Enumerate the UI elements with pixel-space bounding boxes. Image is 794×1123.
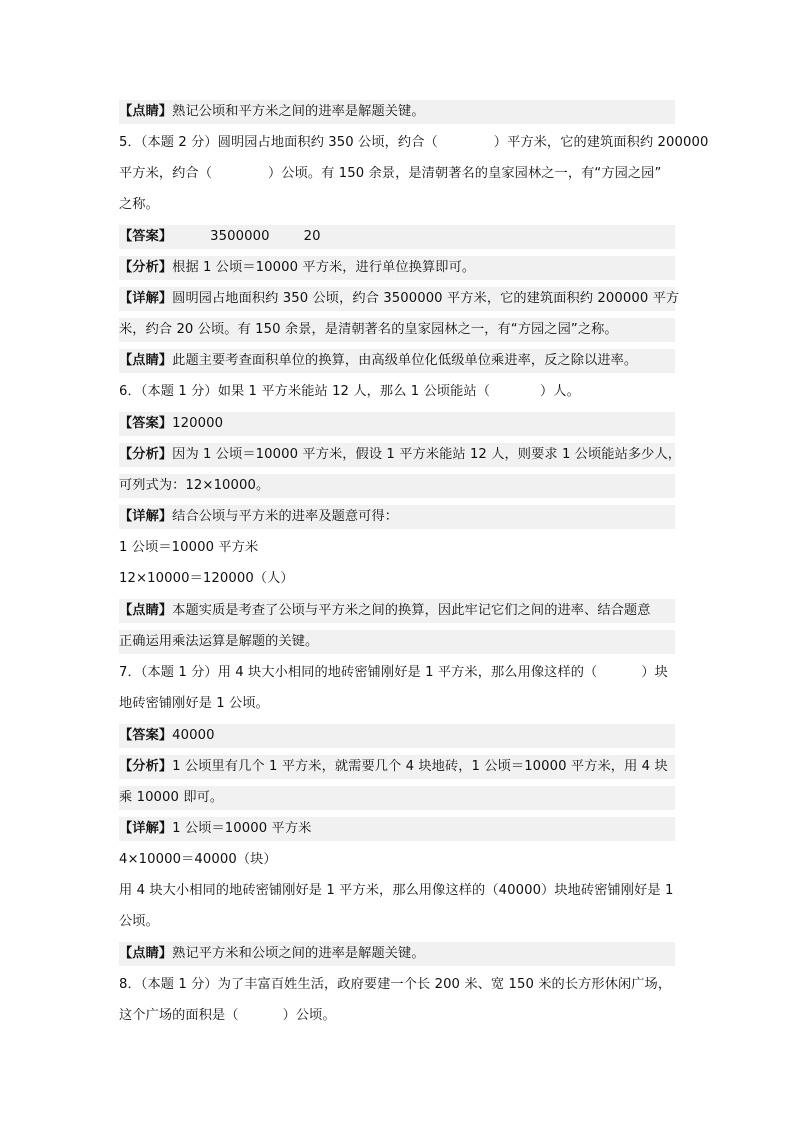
question-5-line-2: 平方米，约合（ ）公顷。有 150 余景，是清朝著名的皇家园林之一，有“方园之园” <box>119 166 662 181</box>
detail-line-5b: 米，约合 20 公顷。有 150 余景，是清朝著名的皇家园林之一，有“方园之园”之称。 <box>119 318 675 342</box>
tip-line-5: 【点睛】此题主要考查面积单位的换算，由高级单位化低级单位乘进率，反之除以进率。 <box>119 349 675 373</box>
answer-line-7: 【答案】40000 <box>119 724 675 748</box>
detail-line-6c: 12×10000＝120000（人） <box>119 571 294 586</box>
detail-line-6b: 1 公顷＝10000 平方米 <box>119 540 259 555</box>
question-7-line-1: 7．（本题 1 分）用 4 块大小相同的地砖密铺刚好是 1 平方米，那么用像这样的（ ）块 <box>119 665 668 680</box>
detail-line-7b: 4×10000＝40000（块） <box>119 852 277 867</box>
tip-line-6b: 正确运用乘法运算是解题的关键。 <box>119 630 675 654</box>
question-8-line-1: 8．（本题 1 分）为了丰富百姓生活，政府要建一个长 200 米、宽 150 米的长方形休闲广场， <box>119 977 672 992</box>
detail-line-6a: 【详解】结合公顷与平方米的进率及题意可得： <box>119 505 675 529</box>
question-8-line-2: 这个广场的面积是（ ）公顷。 <box>119 1008 336 1023</box>
analysis-line-7a: 【分析】1 公顷里有几个 1 平方米，就需要几个 4 块地砖，1 公顷＝10000 平方米，用 4 块 <box>119 755 675 779</box>
question-5-line-1: 5．（本题 2 分）圆明园占地面积约 350 公顷，约合（ ）平方米，它的建筑面积约 200000 <box>119 135 709 150</box>
analysis-line-7b: 乘 10000 即可。 <box>119 786 675 810</box>
detail-line-7d: 公顷。 <box>119 914 159 929</box>
tip-line-6a: 【点睛】本题实质是考查了公顷与平方米之间的换算，因此牢记它们之间的进率、结合题意 <box>119 599 675 623</box>
question-7-line-2: 地砖密铺刚好是 1 公顷。 <box>119 696 269 711</box>
question-6-line-1: 6．（本题 1 分）如果 1 平方米能站 12 人，那么 1 公顷能站（ ）人。 <box>119 384 580 399</box>
answer-line-5: 【答案】 3500000 20 <box>119 225 675 249</box>
detail-line-7a: 【详解】1 公顷＝10000 平方米 <box>119 817 675 841</box>
detail-line-7c: 用 4 块大小相同的地砖密铺刚好是 1 平方米，那么用像这样的（40000）块地砖密铺刚好是 1 <box>119 883 674 898</box>
analysis-line-6b: 可列式为：12×10000。 <box>119 474 675 498</box>
analysis-line-6a: 【分析】因为 1 公顷＝10000 平方米，假设 1 平方米能站 12 人，则要求 1 公顷能站多少人， <box>119 443 675 467</box>
detail-line-5a: 【详解】圆明园占地面积约 350 公顷，约合 3500000 平方米，它的建筑面积约 200000 平方 <box>119 287 675 311</box>
tip-line-1: 【点睛】熟记公顷和平方米之间的进率是解题关键。 <box>119 100 675 124</box>
answer-line-6: 【答案】120000 <box>119 412 675 436</box>
analysis-line-5: 【分析】根据 1 公顷＝10000 平方米，进行单位换算即可。 <box>119 256 675 280</box>
tip-line-7: 【点睛】熟记平方米和公顷之间的进率是解题关键。 <box>119 942 675 966</box>
question-5-line-3: 之称。 <box>119 197 159 212</box>
